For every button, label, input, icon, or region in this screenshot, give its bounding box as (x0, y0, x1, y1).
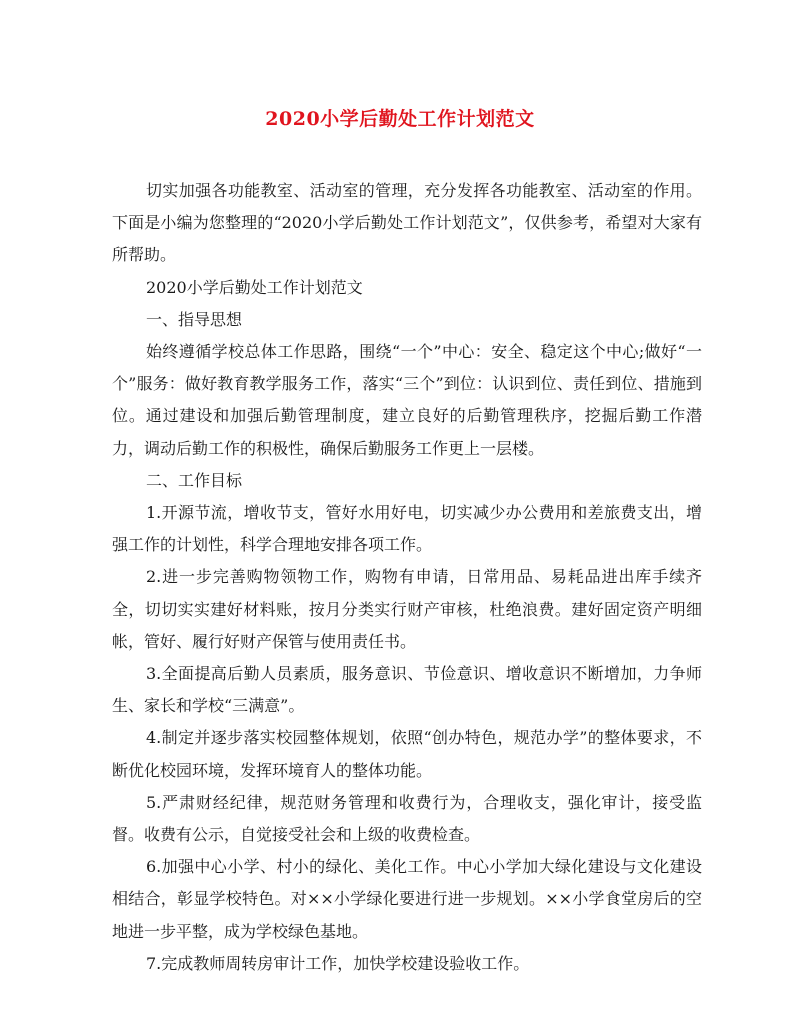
guiding-thought-paragraph: 始终遵循学校总体工作思路，围绕“一个”中心：安全、稳定这个中心;做好“一个”服务：做好教育教学服务工作，落实“三个”到位：认识到位、责任到位、措施到位。通过建设和加强后勤管理制度，建立良好的后勤管理秩序，挖掘后勤工作潜力，调动后勤工作的积极性，确保后勤服务工作更上一层楼。 (112, 342, 702, 458)
intro-paragraph: 切实加强各功能教室、活动室的管理，充分发挥各功能教室、活动室的作用。下面是小编为您整理的“2020小学后勤处工作计划范文”，仅供参考，希望对大家有所帮助。 (112, 181, 702, 265)
document-body (112, 175, 702, 980)
goal-item-1: 1.开源节流，增收节支，管好水用好电，切实减少办公费用和差旅费支出，增强工作的计划性，科学合理地安排各项工作。 (112, 503, 702, 555)
goal-item-5: 5.严肃财经纪律，规范财务管理和收费行为，合理收支，强化审计，接受监督。收费有公示，自觉接受社会和上级的收费检查。 (112, 792, 702, 845)
goal-item-4: 4.制定并逐步落实校园整体规划，依照“创办特色，规范办学”的整体要求，不断优化校园环境，发挥环境育人的整体功能。 (112, 728, 702, 780)
section-heading-work-goals: 二、工作目标 (146, 470, 243, 490)
document-title: 2020小学后勤处工作计划范文 (265, 108, 535, 130)
section-heading-guiding-thought: 一、指导思想 (146, 309, 243, 329)
goal-item-7: 7.完成教师周转房审计工作，加快学校建设验收工作。 (146, 953, 530, 973)
goal-item-6: 6.加强中心小学、村小的绿化、美化工作。中心小学加大绿化建设与文化建设相结合，彰显学校特色。对××小学绿化要进行进一步规划。××小学食堂房后的空地进一步平整，成为学校绿色基地。 (112, 857, 702, 941)
goal-item-3: 3.全面提高后勤人员素质，服务意识、节俭意识、增收意识不断增加，力争师生、家长和学校“三满意”。 (112, 664, 702, 716)
subtitle-paragraph: 2020小学后勤处工作计划范文 (146, 277, 363, 297)
goal-item-2: 2.进一步完善购物领物工作，购物有申请，日常用品、易耗品进出库手续齐全，切切实实建好材料账，按月分类实行财产审核，杜绝浪费。建好固定资产明细帐，管好、履行好财产保管与使用责任书。 (112, 567, 702, 651)
